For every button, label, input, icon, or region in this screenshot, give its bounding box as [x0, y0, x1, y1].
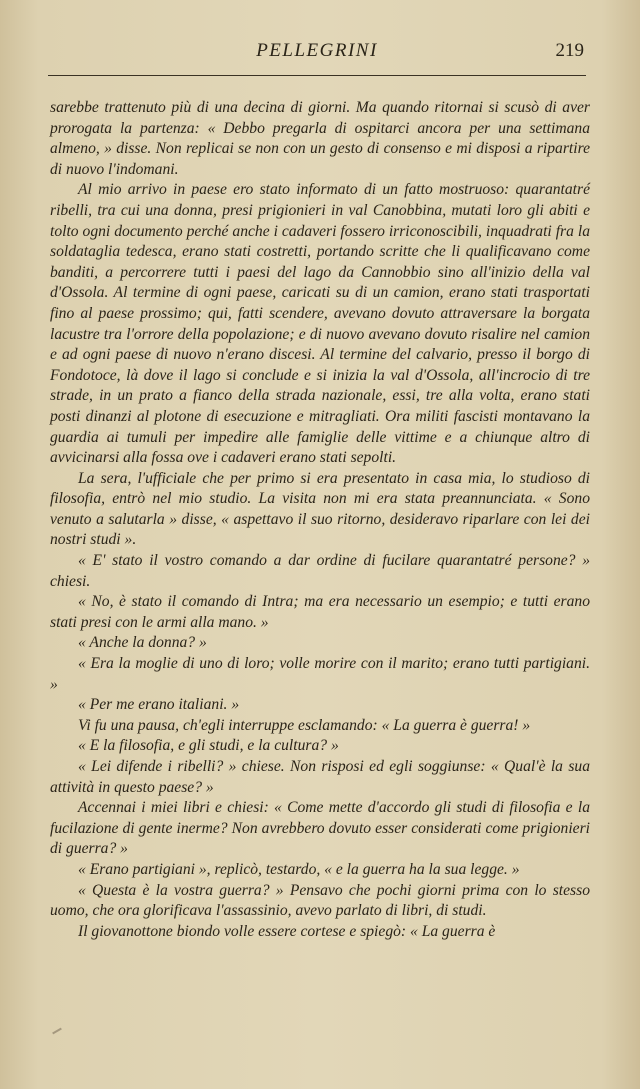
paragraph: La sera, l'ufficiale che per primo si era presentato in casa mia, lo studioso di filosofia, entrò nel mio studio. La visita non mi era stata preannunciata. « Sono venuto a salutarla » disse, « aspettavo il suo ritorno, desideravo riparlare con lei dei nostri studi ».	[50, 469, 590, 549]
paragraph: « Lei difende i ribelli? » chiese. Non risposi ed egli soggiunse: « Qual'è la sua attività in questo paese? »	[50, 758, 590, 796]
header-rule	[48, 75, 586, 76]
paragraph: Al mio arrivo in paese ero stato informato di un fatto mostruoso: quarantatré ribelli, tra cui una donna, presi prigionieri in val Canobbina, mutati loro gli abiti e tolto ogni documento perché anche i cadaveri fossero irriconoscibili, inquadrati fra la soldataglia tedesca, erano stati costretti, portando scritte che li qualificavano come banditi, a percorrere tutti i paesi del lago da Cannobbio sino all'inizio della val d'Ossola. Al termine di ogni paese, caricati su di un camion, erano stati trasportati fino al paese prossimo; qui, fatti scendere, avevano dovuto attraversare la borgata lacustre tra l'orrore della popolazione; e di nuovo avevano dovuto risalire nel camion e ad ogni paese di nuovo n'erano discesi. Al termine del calvario, presso il borgo di Fondotoce, là dove il lago si conclude e si inizia la val d'Ossola, all'incrocio di tre strade, in un prato a fianco della strada nazionale, essi, tre alla volta, erano stati posti dinanzi al plotone di esecuzione e mitragliati. Ora militi fascisti montavano la guardia ai tumuli per impedire alle famiglie delle vittime e a chiunque altro di avvicinarsi alla fossa ove i cadaveri erano stati sepolti.	[50, 181, 590, 467]
page-number: 219	[555, 40, 584, 61]
running-head	[48, 40, 586, 68]
paragraph: Accennai i miei libri e chiesi: « Come mette d'accordo gli studi di filosofia e la fucilazione di gente inerme? Non avrebbero dovuto esser considerati come prigionieri di guerra? »	[50, 799, 590, 858]
paragraph: sarebbe trattenuto più di una decina di giorni. Ma quando ritornai si scusò di aver prorogata la partenza: « Debbo pregarla di ospitarci ancora per una settimana almeno, » disse. Non replicai se non con un gesto di consenso e mi disposi a ripartire di nuovo l'indomani.	[50, 99, 590, 178]
paragraph: « No, è stato il comando di Intra; ma era necessario un esempio; e tutti erano stati presi con le armi alla mano. »	[50, 593, 590, 631]
paragraph: « Per me erano italiani. »	[78, 696, 240, 714]
paragraph: « Questa è la vostra guerra? » Pensavo che pochi giorni prima con lo stesso uomo, che ora glorificava l'assassinio, avevo parlato di libri, di studi.	[50, 881, 590, 920]
paragraph: « Anche la donna? »	[78, 634, 207, 652]
body-text	[50, 98, 590, 942]
paragraph: Vi fu una pausa, ch'egli interruppe esclamando: « La guerra è guerra! »	[78, 716, 531, 734]
paragraph: « E' stato il vostro comando a dar ordine di fucilare quarantatré persone? » chiesi.	[50, 552, 590, 590]
paragraph: « Erano partigiani », replicò, testardo, « e la guerra ha la sua legge. »	[78, 860, 520, 878]
paragraph: « Era la moglie di uno di loro; volle morire con il marito; erano tutti partigiani. »	[50, 655, 590, 693]
chapter-title: PELLEGRINI	[256, 40, 378, 61]
pencil-mark	[52, 1028, 62, 1035]
paragraph: « E la filosofia, e gli studi, e la cultura? »	[78, 737, 339, 755]
paragraph: Il giovanottone biondo volle essere cortese e spiegò: « La guerra è	[78, 922, 496, 940]
